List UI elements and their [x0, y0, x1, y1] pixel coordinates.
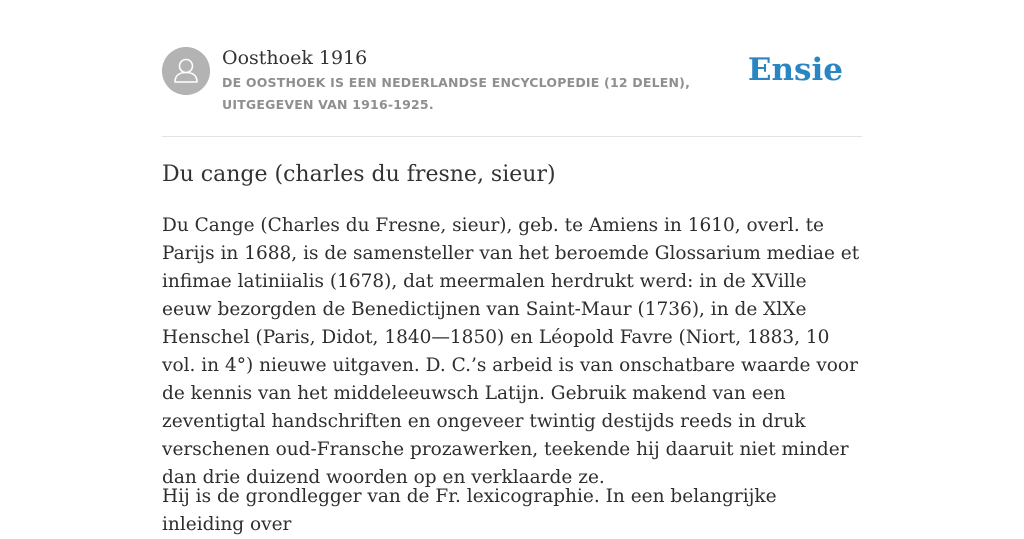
article-title: Du cange (charles du fresne, sieur) [162, 162, 556, 187]
article-paragraph: Du Cange (Charles du Fresne, sieur), geb. te Amiens in 1610, overl. te Parijs in 1688, is de samensteller van het beroemde Glossarium mediae et infimae latiniialis (1678), dat meermalen herdrukt werd: in de XVille eeuw bezorgden de Benedictijnen van Saint-Maur (1736), in de XlXe Henschel (Paris, Didot, 1840—1850) en Léopold Favre (Niort, 1883, 10 vol. in 4°) nieuwe uitgaven. D. C.’s arbeid is van onschatbare waarde voor de kennis van het middeleeuwsch Latijn. Gebruik makend van een zeventigtal handschriften en ongeveer twintig destijds reeds in druk verschenen oud-Fransche prozawerken, teekende hij daaruit niet minder dan drie duizend woorden op en verklaarde ze. [162, 215, 860, 488]
article-paragraph: Hij is de grondlegger van de Fr. lexicographie. In een belangrijke inleiding over [162, 486, 777, 535]
source-title[interactable]: Oosthoek 1916 [222, 47, 368, 69]
ensie-logo[interactable]: Ensie [747, 52, 843, 88]
source-description: DE OOSTHOEK IS EEN NEDERLANDSE ENCYCLOPEDIE (12 DELEN), UITGEGEVEN VAN 1916-1925. [222, 75, 691, 112]
source-header [162, 46, 862, 137]
user-avatar-icon[interactable] [162, 47, 210, 95]
